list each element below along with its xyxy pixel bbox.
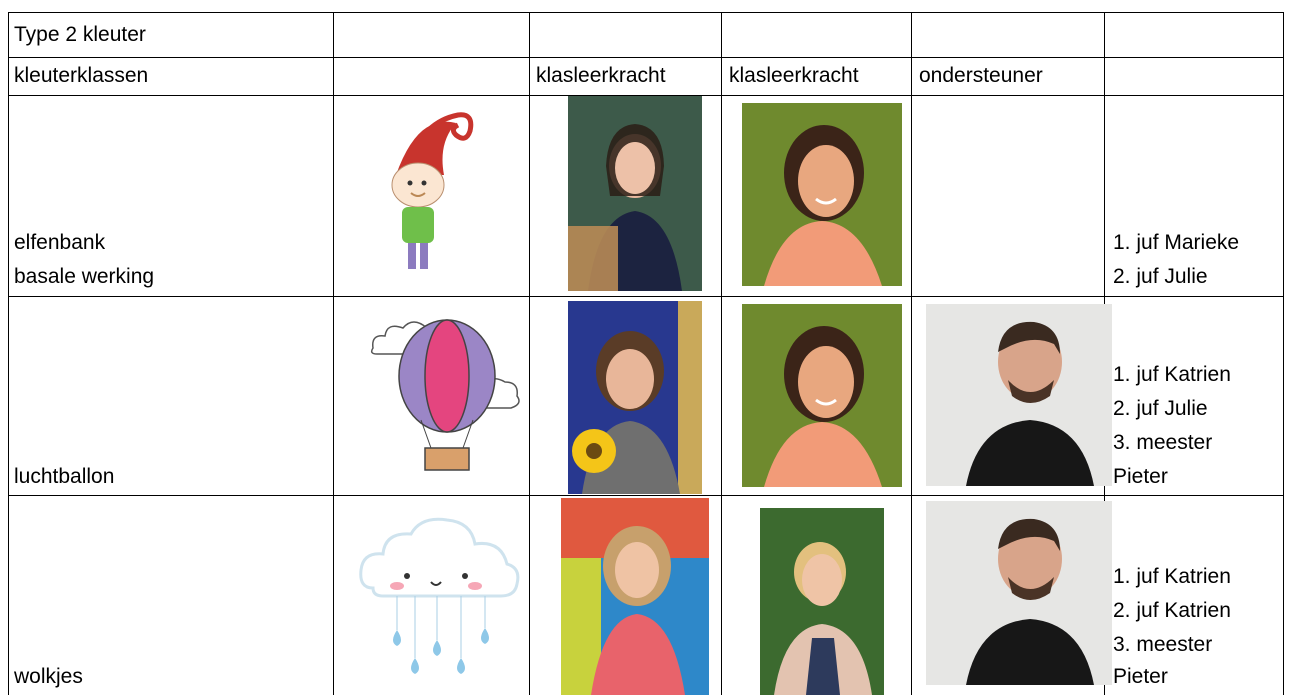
schedule-line: 1. juf Marieke — [1113, 231, 1240, 254]
teacher-photo — [742, 103, 902, 286]
table-border — [8, 12, 1284, 13]
teacher-photo — [926, 501, 1112, 685]
schedule-line: 1. juf Katrien — [1113, 565, 1231, 588]
class-name: basale werking — [14, 265, 155, 288]
table-border — [8, 57, 1284, 58]
table-border — [8, 296, 1284, 297]
schedule-line: 3. meester — [1113, 431, 1213, 454]
header-ondersteuner: ondersteuner — [919, 64, 1043, 87]
schedule-line: 2. juf Katrien — [1113, 599, 1231, 622]
table-border — [911, 12, 912, 695]
teacher-photo — [568, 96, 702, 291]
schedule-line: Pieter — [1113, 665, 1168, 688]
header-klasleerkracht-1: klasleerkracht — [536, 64, 666, 87]
teacher-photo — [568, 301, 702, 494]
table-border — [529, 12, 530, 695]
header-klasleerkracht-2: klasleerkracht — [729, 64, 859, 87]
table-border — [1283, 12, 1284, 695]
teacher-photo — [760, 508, 884, 695]
schedule-line: 2. juf Julie — [1113, 397, 1208, 420]
table-title: Type 2 kleuter — [14, 23, 146, 46]
teacher-photo — [561, 498, 709, 695]
table-border — [721, 12, 722, 695]
schedule-line: 1. juf Katrien — [1113, 363, 1231, 386]
header-kleuterklassen: kleuterklassen — [14, 64, 149, 87]
schedule-line: Pieter — [1113, 465, 1168, 488]
teacher-photo — [742, 304, 902, 487]
schedule-line: 2. juf Julie — [1113, 265, 1208, 288]
schedule-line: 3. meester — [1113, 633, 1213, 656]
class-name: luchtballon — [14, 465, 115, 488]
hot-air-balloon-illustration — [365, 308, 523, 474]
class-name: elfenbank — [14, 231, 106, 254]
table-border — [333, 12, 334, 695]
class-name: wolkjes — [14, 665, 83, 688]
table-border — [8, 495, 1284, 496]
teacher-photo — [926, 304, 1112, 486]
table-border — [8, 12, 9, 695]
gnome-illustration — [378, 103, 493, 278]
cloud-with-raindrops-illustration — [355, 508, 525, 683]
